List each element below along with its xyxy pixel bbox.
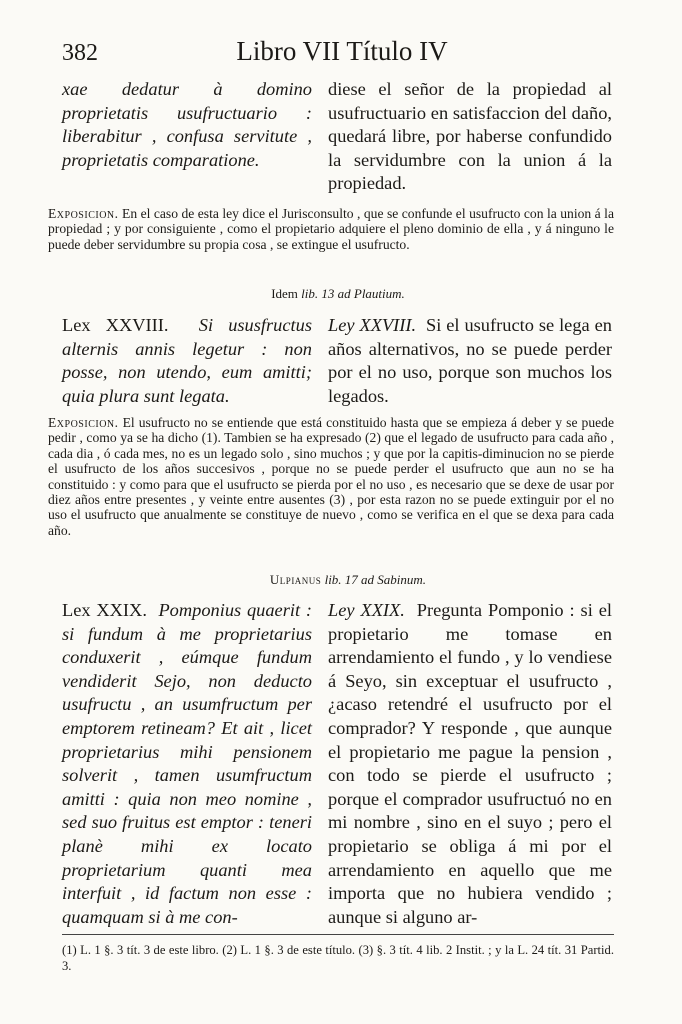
running-title: Libro VII Título IV xyxy=(236,36,448,66)
page-number: 382 xyxy=(62,40,98,66)
source-author: Idem xyxy=(271,286,298,301)
ley-heading: Ley XXVIII. xyxy=(328,315,417,335)
lex-heading: Lex XXVIII. xyxy=(62,315,169,335)
spanish-column-ley-29 xyxy=(328,599,612,929)
source-citation-2 xyxy=(62,572,624,588)
exposition-text: En el caso de esta ley dice el Jurisconsulto , que se confunde el usufructo con la union á la propiedad ; y por consiguiente , como el propietario adquiere el pleno dominio de ella , y á ninguno le puede deber servidumbre su propia cosa , se extingue el usufructo. xyxy=(48,206,614,252)
latin-text: Pomponius quaerit : si fundum à me proprietarius conduxerit , eúmque fundum vendiderit Sejo, non deducto usufructu , an usumfructum per emptorem retineam? Et ait , licet proprietarius mihi pensionem solverit , tamen usumfructum amitti : quia non meo nomine , sed suo fruitus est emptor : teneri planè mihi ex locato proprietarium quanti mea interfuit , id factum non esse : quamquam si à me con- xyxy=(62,600,312,927)
spanish-text: diese el señor de la propiedad al usufructuario en satisfaccion del daño, quedará libre, por haberse confundido la servidumbre con la union á la propiedad. xyxy=(328,79,612,194)
latin-column-continuation xyxy=(62,78,312,172)
latin-text: Si ususfructus alternis annis legetur : non posse, non utendo, eum amitti; quia plura sunt legata. xyxy=(62,315,312,406)
exposition-2 xyxy=(48,415,614,538)
exposition-label: Exposicion. xyxy=(48,415,119,430)
latin-column-lex-28 xyxy=(62,314,312,408)
source-author: Ulpianus xyxy=(269,572,322,587)
source-reference: lib. 13 ad Plautium. xyxy=(301,286,405,301)
exposition-text: El usufructo no se entiende que está constituido hasta que se empieza á deber y se puede pedir , como ya se ha dicho (1). Tambien se ha expresado (2) que el legado de usufructo para cada año , cada dia , ó cada mes, no es un legado solo , sino muchos ; y que por la capitis-diminucion no se pierde el usufructo de los años succesivos , porque no se puede perder el usufructo que aun no se ha constituido : y como para que el usufructo se pierda por el no uso , es necesario que se dexe de usar por diez años entre presentes , y veinte entre ausentes (3) , por esta razon no se puede extinguir por el no uso el usufructo que anualmente se constituye de nuevo , como se verifica en el que se dexa para cada año. xyxy=(48,415,614,538)
lex-heading: Lex XXIX. xyxy=(62,600,147,620)
ley-heading: Ley XXIX. xyxy=(328,600,405,620)
spanish-text: Pregunta Pomponio : si el propietario me tomase en arrendamiento el fundo , y lo vendiese á Seyo, sin exceptuar el usufructo , ¿acaso retendré el usufructo por el comprador? Y responde , que aunque el propietario me pague la pension , con todo se pierde el usufructo ; porque el comprador usufructuó no en mi nombre , sino en el suyo ; pero el propietario se obliga á mi por el arrendamiento en aquello que me importa que no hubiera vendido ; aunque si alguno ar- xyxy=(328,600,612,927)
latin-text: xae dedatur à domino proprietatis usufructuario : liberabitur , confusa servitute , proprietatis comparatione. xyxy=(62,79,312,170)
footnote-rule xyxy=(62,934,614,935)
spanish-text: Si el usufructo se lega en años alternativos, no se puede perder por el no uso, porque son muchos los legados. xyxy=(328,315,612,406)
exposition-1 xyxy=(48,206,614,252)
source-citation-1 xyxy=(62,286,614,302)
source-reference: lib. 17 ad Sabinum. xyxy=(324,572,427,587)
spanish-column-ley-28 xyxy=(328,314,612,408)
footnotes xyxy=(62,942,614,974)
exposition-label: Exposicion. xyxy=(48,206,119,221)
page-header xyxy=(62,36,622,76)
spanish-column-continuation xyxy=(328,78,612,196)
latin-column-lex-29 xyxy=(62,599,312,929)
footnote-text: (1) L. 1 §. 3 tít. 3 de este libro. (2) L. 1 §. 3 de este título. (3) §. 3 tít. 4 lib. 2 Instit. ; y la L. 24 tít. 31 Partid. 3. xyxy=(62,943,614,973)
